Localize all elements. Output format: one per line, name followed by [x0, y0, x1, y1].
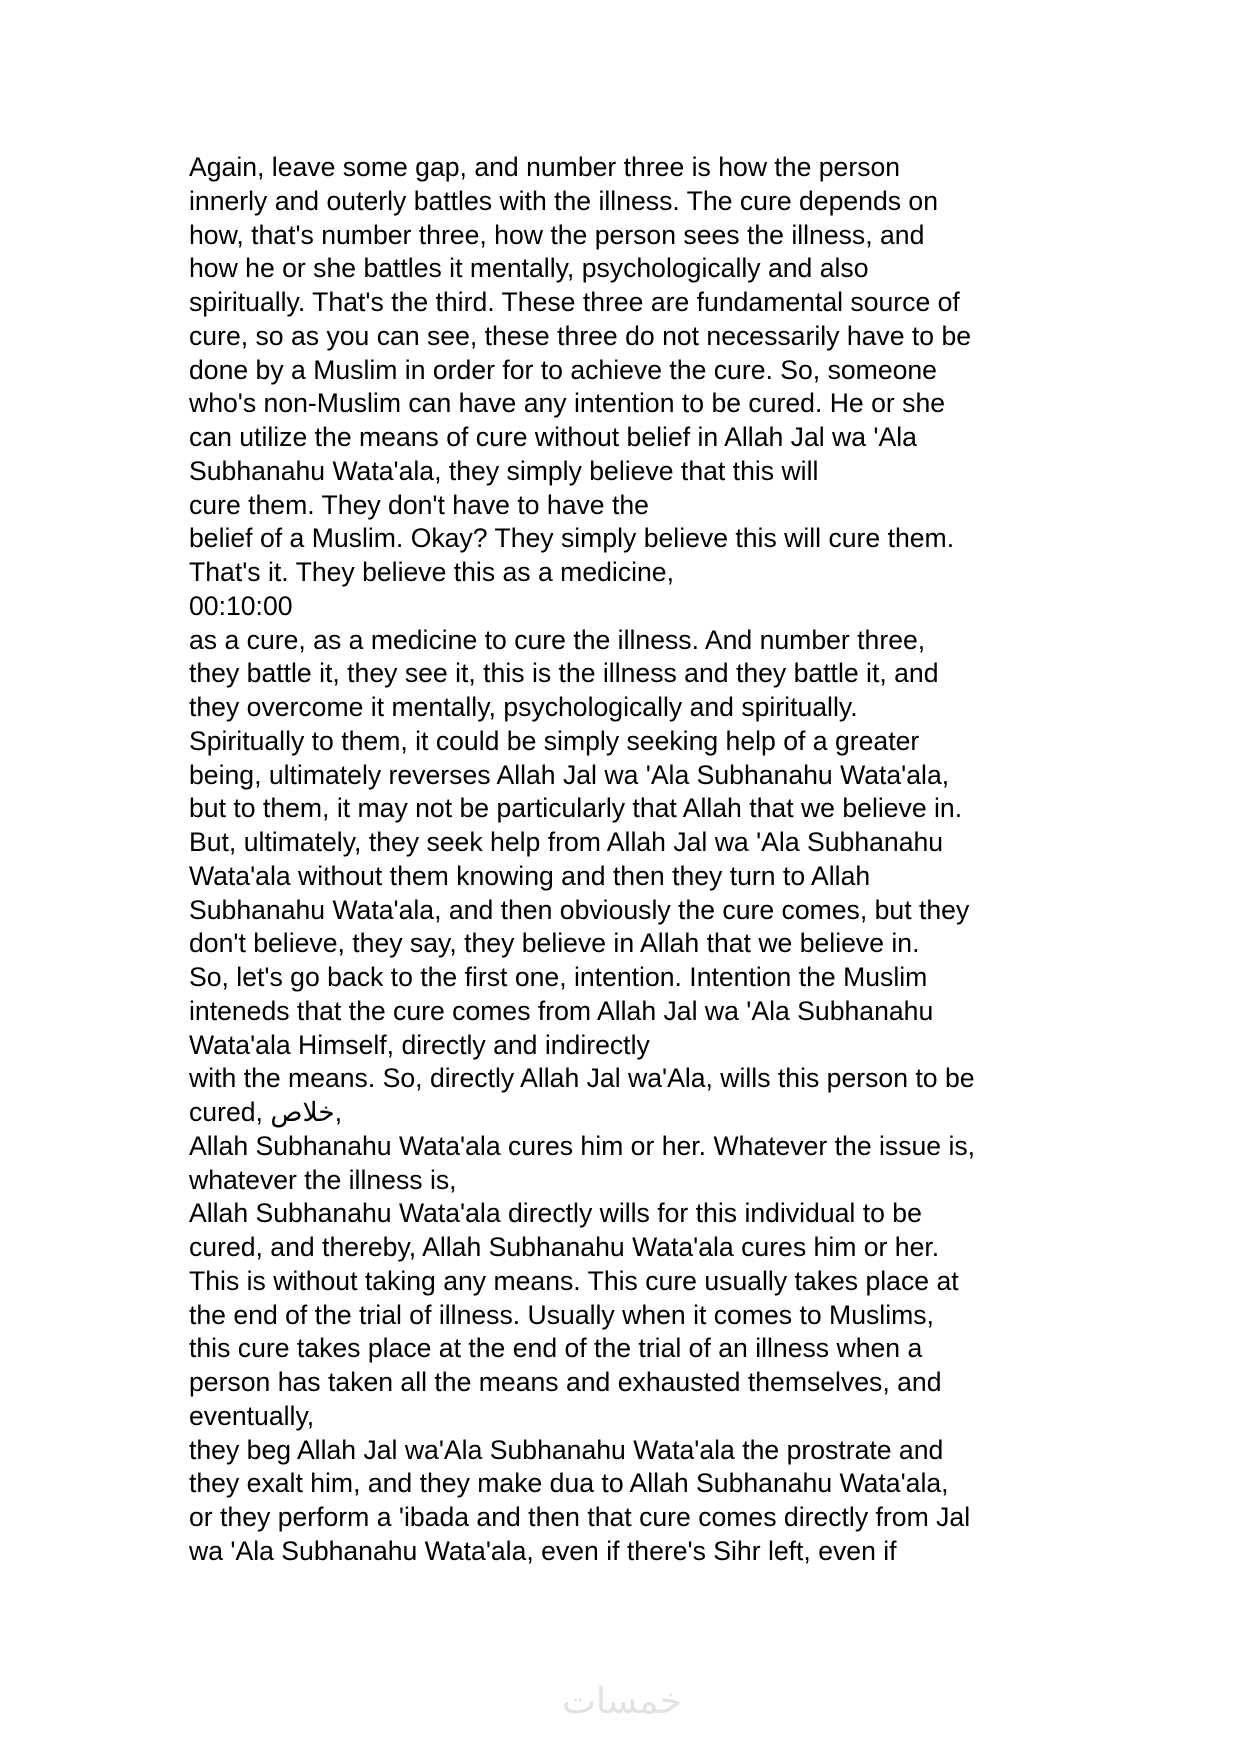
text-line: being, ultimately reverses Allah Jal wa 'Ala Subhanahu Wata'ala, [189, 759, 950, 790]
text-line: innerly and outerly battles with the illness. The cure depends on [189, 185, 939, 216]
timestamp: 00:10:00 [189, 590, 293, 621]
text-line: they battle it, they see it, this is the illness and they battle it, and [189, 658, 939, 689]
text-line: Allah Subhanahu Wata'ala cures him or her. Whatever the issue is, [189, 1130, 976, 1161]
text-line: Wata'ala Himself, directly and indirectly [189, 1029, 650, 1060]
text-line: spiritually. That's the third. These three are fundamental source of [189, 287, 960, 317]
text-line: done by a Muslim in order for to achieve the cure. So, someone [189, 354, 937, 385]
text-line: Allah Subhanahu Wata'ala directly wills for this individual to be [189, 1198, 922, 1229]
text-line: who's non-Muslim can have any intention to be cured. He or she [189, 388, 946, 419]
text-line: the end of the trial of illness. Usually when it comes to Muslims, [189, 1299, 934, 1330]
text-line: person has taken all the means and exhausted themselves, and [189, 1367, 942, 1397]
text-line: eventually, [189, 1400, 315, 1431]
text-line: with the means. So, directly Allah Jal wa'Ala, wills this person to be [189, 1063, 975, 1094]
text-line: cured, خلاص, [189, 1097, 343, 1127]
text-line: how he or she battles it mentally, psychologically and also [189, 253, 869, 284]
text-line: they beg Allah Jal wa'Ala Subhanahu Wata'ala the prostrate and [189, 1434, 944, 1465]
text-line: inteneds that the cure comes from Allah Jal wa 'Ala Subhanahu [189, 995, 934, 1026]
transcript-body [189, 151, 1069, 1569]
text-line: This is without taking any means. This cure usually takes place at [189, 1265, 959, 1296]
text-line: wa 'Ala Subhanahu Wata'ala, even if there's Sihr left, even if [189, 1535, 897, 1566]
text-line: That's it. They believe this as a medicine, [189, 557, 674, 587]
text-line: cure them. They don't have to have the [189, 489, 649, 520]
text-line: or they perform a 'ibada and then that cure comes directly from Jal [189, 1502, 971, 1532]
text-line: belief of a Muslim. Okay? They simply believe this will cure them. [189, 523, 955, 554]
text-line: whatever the illness is, [189, 1164, 457, 1195]
watermark-logo: خمسات [561, 1681, 683, 1722]
text-line: Subhanahu Wata'ala, and then obviously the cure comes, but they [189, 894, 970, 925]
text-line: don't believe, they say, they believe in Allah that we believe in. [189, 928, 920, 959]
text-line: they exalt him, and they make dua to Allah Subhanahu Wata'ala, [189, 1468, 949, 1499]
text-line: Spiritually to them, it could be simply seeking help of a greater [189, 725, 920, 756]
text-line: cure, so as you can see, these three do not necessarily have to be [189, 320, 972, 351]
text-line: Subhanahu Wata'ala, they simply believe that this will [189, 455, 819, 486]
text-line: can utilize the means of cure without belief in Allah Jal wa 'Ala [189, 422, 917, 452]
text-line: but to them, it may not be particularly that Allah that we believe in. [189, 793, 963, 824]
text-line: But, ultimately, they seek help from Allah Jal wa 'Ala Subhanahu [189, 827, 944, 857]
text-line: how, that's number three, how the person sees the illness, and [189, 219, 925, 250]
text-line: Again, leave some gap, and number three is how the person [189, 152, 901, 182]
text-line: Wata'ala without them knowing and then they turn to Allah [189, 860, 871, 891]
text-line: they overcome it mentally, psychologically and spiritually. [189, 692, 858, 722]
text-line: So, let's go back to the first one, intention. Intention the Muslim [189, 962, 928, 992]
text-line: this cure takes place at the end of the trial of an illness when a [189, 1333, 923, 1364]
text-line: as a cure, as a medicine to cure the illness. And number three, [189, 624, 926, 655]
text-line: cured, and thereby, Allah Subhanahu Wata'ala cures him or her. [189, 1232, 940, 1262]
